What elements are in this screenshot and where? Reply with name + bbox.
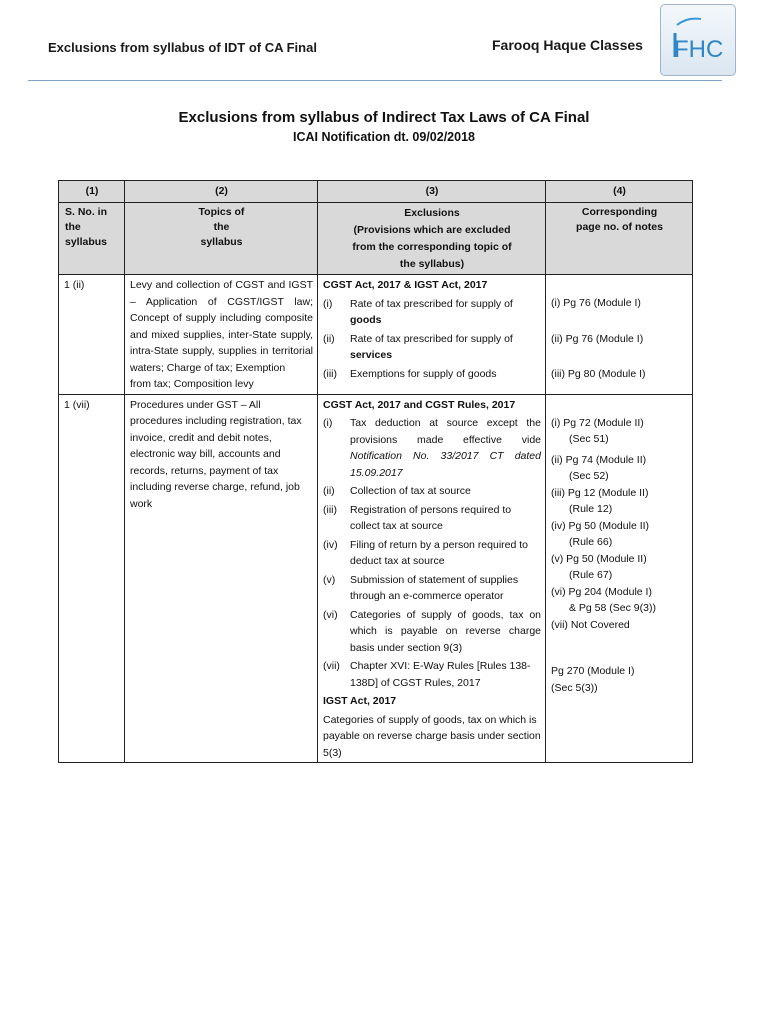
header-divider <box>28 80 722 81</box>
header-sno: S. No. in the syllabus <box>59 203 125 275</box>
column-number: (1) <box>59 181 125 203</box>
page-ref: (ii) Pg 74 (Module II) (Sec 52) <box>551 453 647 482</box>
column-number-row <box>59 181 693 203</box>
page-ref: (v) Pg 50 (Module II) (Rule 67) <box>551 552 647 581</box>
header-brand-name: Farooq Haque Classes <box>492 37 643 53</box>
row-pages <box>546 275 693 395</box>
row-exclusions <box>318 394 546 763</box>
exclusion-list <box>323 415 541 691</box>
page-ref: (vii) Not Covered <box>551 618 630 631</box>
row-topic: Levy and collection of CGST and IGST – Application of CGST/IGST law; Concept of supply including composite and mixed supplies, inter-State supply, intra-State supply, supplies in territorial waters; Charge of tax; Exemption from tax; Composition levy <box>125 275 318 395</box>
list-item: (ii) Rate of tax prescribed for supply of services <box>323 332 513 361</box>
section-heading: CGST Act, 2017 and CGST Rules, 2017 <box>323 398 516 411</box>
page-ref: (iv) Pg 50 (Module II) (Rule 66) <box>551 519 650 548</box>
table-row <box>59 275 693 395</box>
row-sno: 1 (vii) <box>59 394 125 763</box>
fhc-logo <box>660 4 736 76</box>
table-row <box>59 394 693 763</box>
column-number: (3) <box>318 181 546 203</box>
list-item: (iv) Filing of return by a person required to deduct tax at source <box>323 538 529 567</box>
document-title: Exclusions from syllabus of Indirect Tax Laws of CA Final <box>178 109 590 126</box>
column-number: (4) <box>546 181 693 203</box>
row-sno: 1 (ii) <box>59 275 125 395</box>
page-ref: (vi) Pg 204 (Module I) & Pg 58 (Sec 9(3)) <box>551 585 656 614</box>
list-item: (v) Submission of statement of supplies through an e-commerce operator <box>323 573 519 602</box>
header-left-title: Exclusions from syllabus of IDT of CA Final <box>48 40 317 55</box>
page-ref: (ii) Pg 76 (Module I) <box>551 332 644 345</box>
header-page-no: Corresponding page no. of notes <box>546 203 693 275</box>
list-item: (i) Rate of tax prescribed for supply of goods <box>323 297 513 326</box>
section-heading: CGST Act, 2017 & IGST Act, 2017 <box>323 279 488 291</box>
list-item: (ii) Collection of tax at source <box>323 485 471 497</box>
page-ref: (i) Pg 72 (Module II) (Sec 51) <box>551 416 644 445</box>
column-number: (2) <box>125 181 318 203</box>
header-exclusions: Exclusions (Provisions which are excluded from the corresponding topic of the syllabus) <box>318 203 546 275</box>
page-ref: (iii) Pg 80 (Module I) <box>551 368 646 380</box>
list-item: (vi) Categories of supply of goods, tax on which is payable on reverse charge basis under section 9(3) <box>323 608 541 654</box>
page-ref: (i) Pg 76 (Module I) <box>551 297 641 309</box>
header-topics: Topics of the syllabus <box>125 203 318 275</box>
document-subtitle: ICAI Notification dt. 09/02/2018 <box>293 130 475 144</box>
page-ref: (iii) Pg 12 (Module II) (Rule 12) <box>551 486 649 515</box>
column-header-row <box>59 203 693 275</box>
section-text: Categories of supply of goods, tax on which is payable on reverse charge basis under section 5(3) <box>323 713 541 759</box>
row-exclusions <box>318 275 546 395</box>
logo-text: FHC <box>674 36 724 63</box>
list-item: (i) Tax deduction at source except the provisions made effective vide Notification No. 33/2017 CT dated 15.09.2017 <box>323 417 541 479</box>
exclusion-list <box>323 296 541 383</box>
list-item: (vii) Chapter XVI: E-Way Rules [Rules 138- 138D] of CGST Rules, 2017 <box>323 660 531 689</box>
row-topic: Procedures under GST – All procedures including registration, tax invoice, credit and debit notes, electronic way bill, accounts and records, returns, payment of tax including reverse charge, refund, job work <box>125 394 318 763</box>
exclusions-table <box>58 180 693 763</box>
row-pages <box>546 394 693 763</box>
list-item: (iii) Exemptions for supply of goods <box>323 367 497 380</box>
page-ref: Pg 270 (Module I) (Sec 5(3)) <box>551 665 635 694</box>
list-item: (iii) Registration of persons required to collect tax at source <box>323 503 512 532</box>
section-heading: IGST Act, 2017 <box>323 695 397 707</box>
